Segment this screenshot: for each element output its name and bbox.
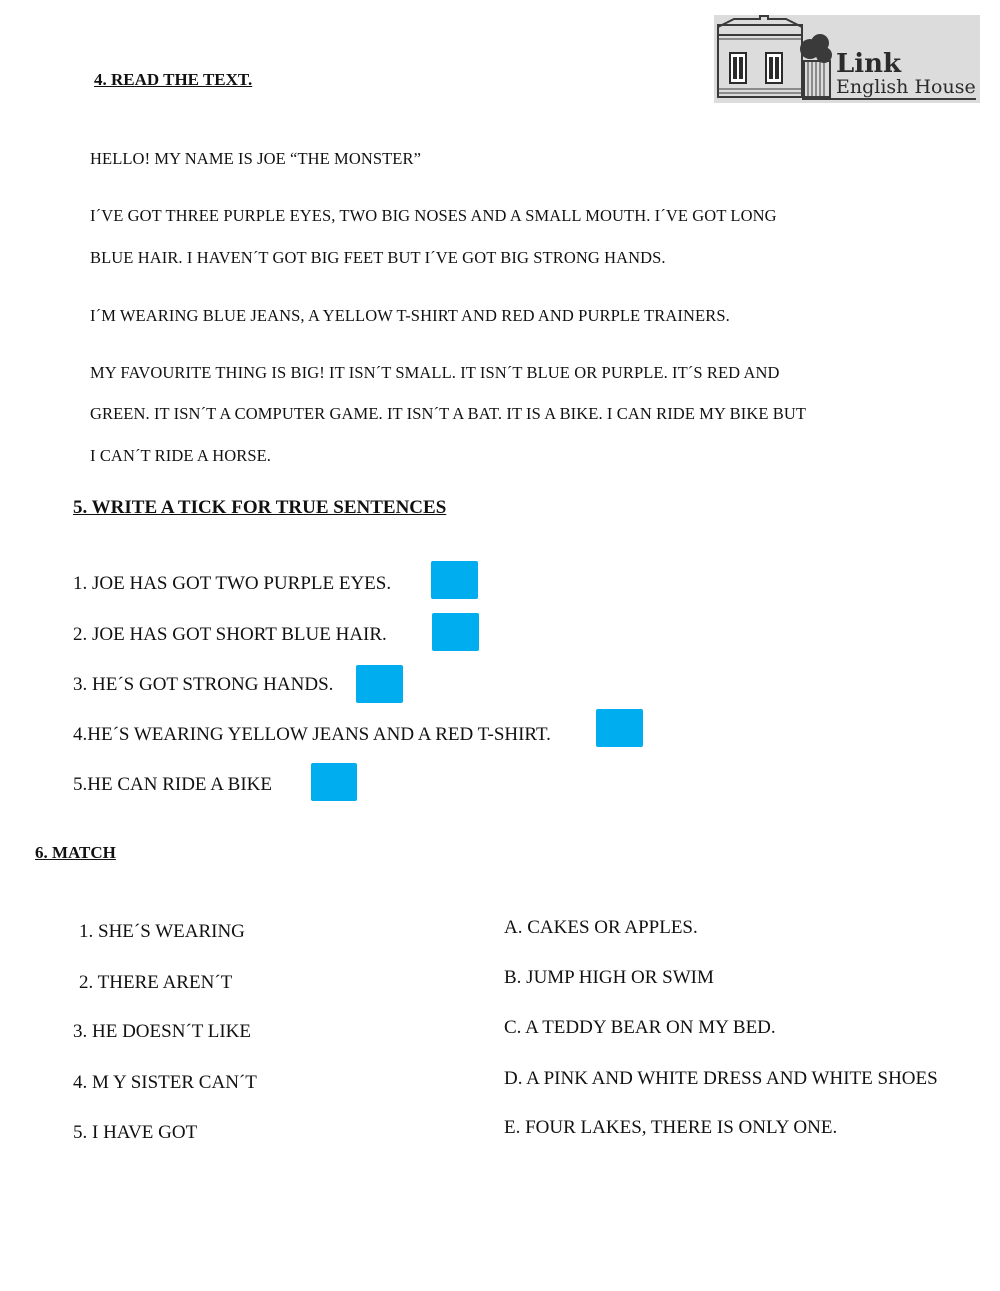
match-right-item-b: B. JUMP HIGH OR SWIM (504, 967, 714, 988)
true-false-item-2: 2. JOE HAS GOT SHORT BLUE HAIR. (73, 624, 387, 645)
match-right-item-c: C. A TEDDY BEAR ON MY BED. (504, 1017, 776, 1038)
match-left-item-3: 3. HE DOESN´T LIKE (73, 1021, 252, 1042)
match-right-item-d: D. A PINK AND WHITE DRESS AND WHITE SHOES (504, 1068, 938, 1089)
section-5-heading: 5. WRITE A TICK FOR TRUE SENTENCES (73, 497, 447, 518)
section-4-heading: 4. READ THE TEXT. (94, 70, 253, 89)
match-left-item-1: 1. SHE´S WEARING (79, 921, 245, 942)
link-english-house-logo (714, 15, 980, 103)
answer-box-1[interactable] (431, 561, 478, 599)
true-false-item-1: 1. JOE HAS GOT TWO PURPLE EYES. (73, 573, 392, 594)
match-right-item-e: E. FOUR LAKES, THERE IS ONLY ONE. (504, 1117, 838, 1138)
passage-line: GREEN. IT ISN´T A COMPUTER GAME. IT ISN´T A BAT. IT IS A BIKE. I CAN RIDE MY BIKE BUT (90, 404, 807, 423)
passage-line: I CAN´T RIDE A HORSE. (90, 446, 272, 465)
passage-line: I´VE GOT THREE PURPLE EYES, TWO BIG NOSES AND A SMALL MOUTH. I´VE GOT LONG (90, 206, 777, 225)
passage-line: I´M WEARING BLUE JEANS, A YELLOW T-SHIRT AND RED AND PURPLE TRAINERS. (90, 306, 730, 325)
match-left-item-5: 5. I HAVE GOT (73, 1122, 198, 1143)
answer-box-3[interactable] (356, 665, 403, 703)
answer-box-4[interactable] (596, 709, 643, 747)
passage-line: BLUE HAIR. I HAVEN´T GOT BIG FEET BUT I´VE GOT BIG STRONG HANDS. (90, 248, 666, 267)
true-false-item-4: 4.HE´S WEARING YELLOW JEANS AND A RED T-SHIRT. (73, 724, 551, 745)
match-right-item-a: A. CAKES OR APPLES. (504, 917, 698, 938)
true-false-item-3: 3. HE´S GOT STRONG HANDS. (73, 674, 334, 695)
match-left-item-2: 2. THERE AREN´T (79, 972, 233, 993)
answer-box-2[interactable] (432, 613, 479, 651)
match-left-item-4: 4. M Y SISTER CAN´T (73, 1072, 257, 1093)
logo-subtitle: English House (836, 76, 976, 98)
answer-box-5[interactable] (311, 763, 357, 801)
passage-line: MY FAVOURITE THING IS BIG! IT ISN´T SMALL. IT ISN´T BLUE OR PURPLE. IT´S RED AND (90, 363, 780, 382)
logo-title: Link (836, 49, 902, 79)
section-6-heading: 6. MATCH (35, 843, 116, 862)
passage-line: HELLO! MY NAME IS JOE “THE MONSTER” (90, 149, 422, 168)
true-false-item-5: 5.HE CAN RIDE A BIKE (73, 774, 272, 795)
